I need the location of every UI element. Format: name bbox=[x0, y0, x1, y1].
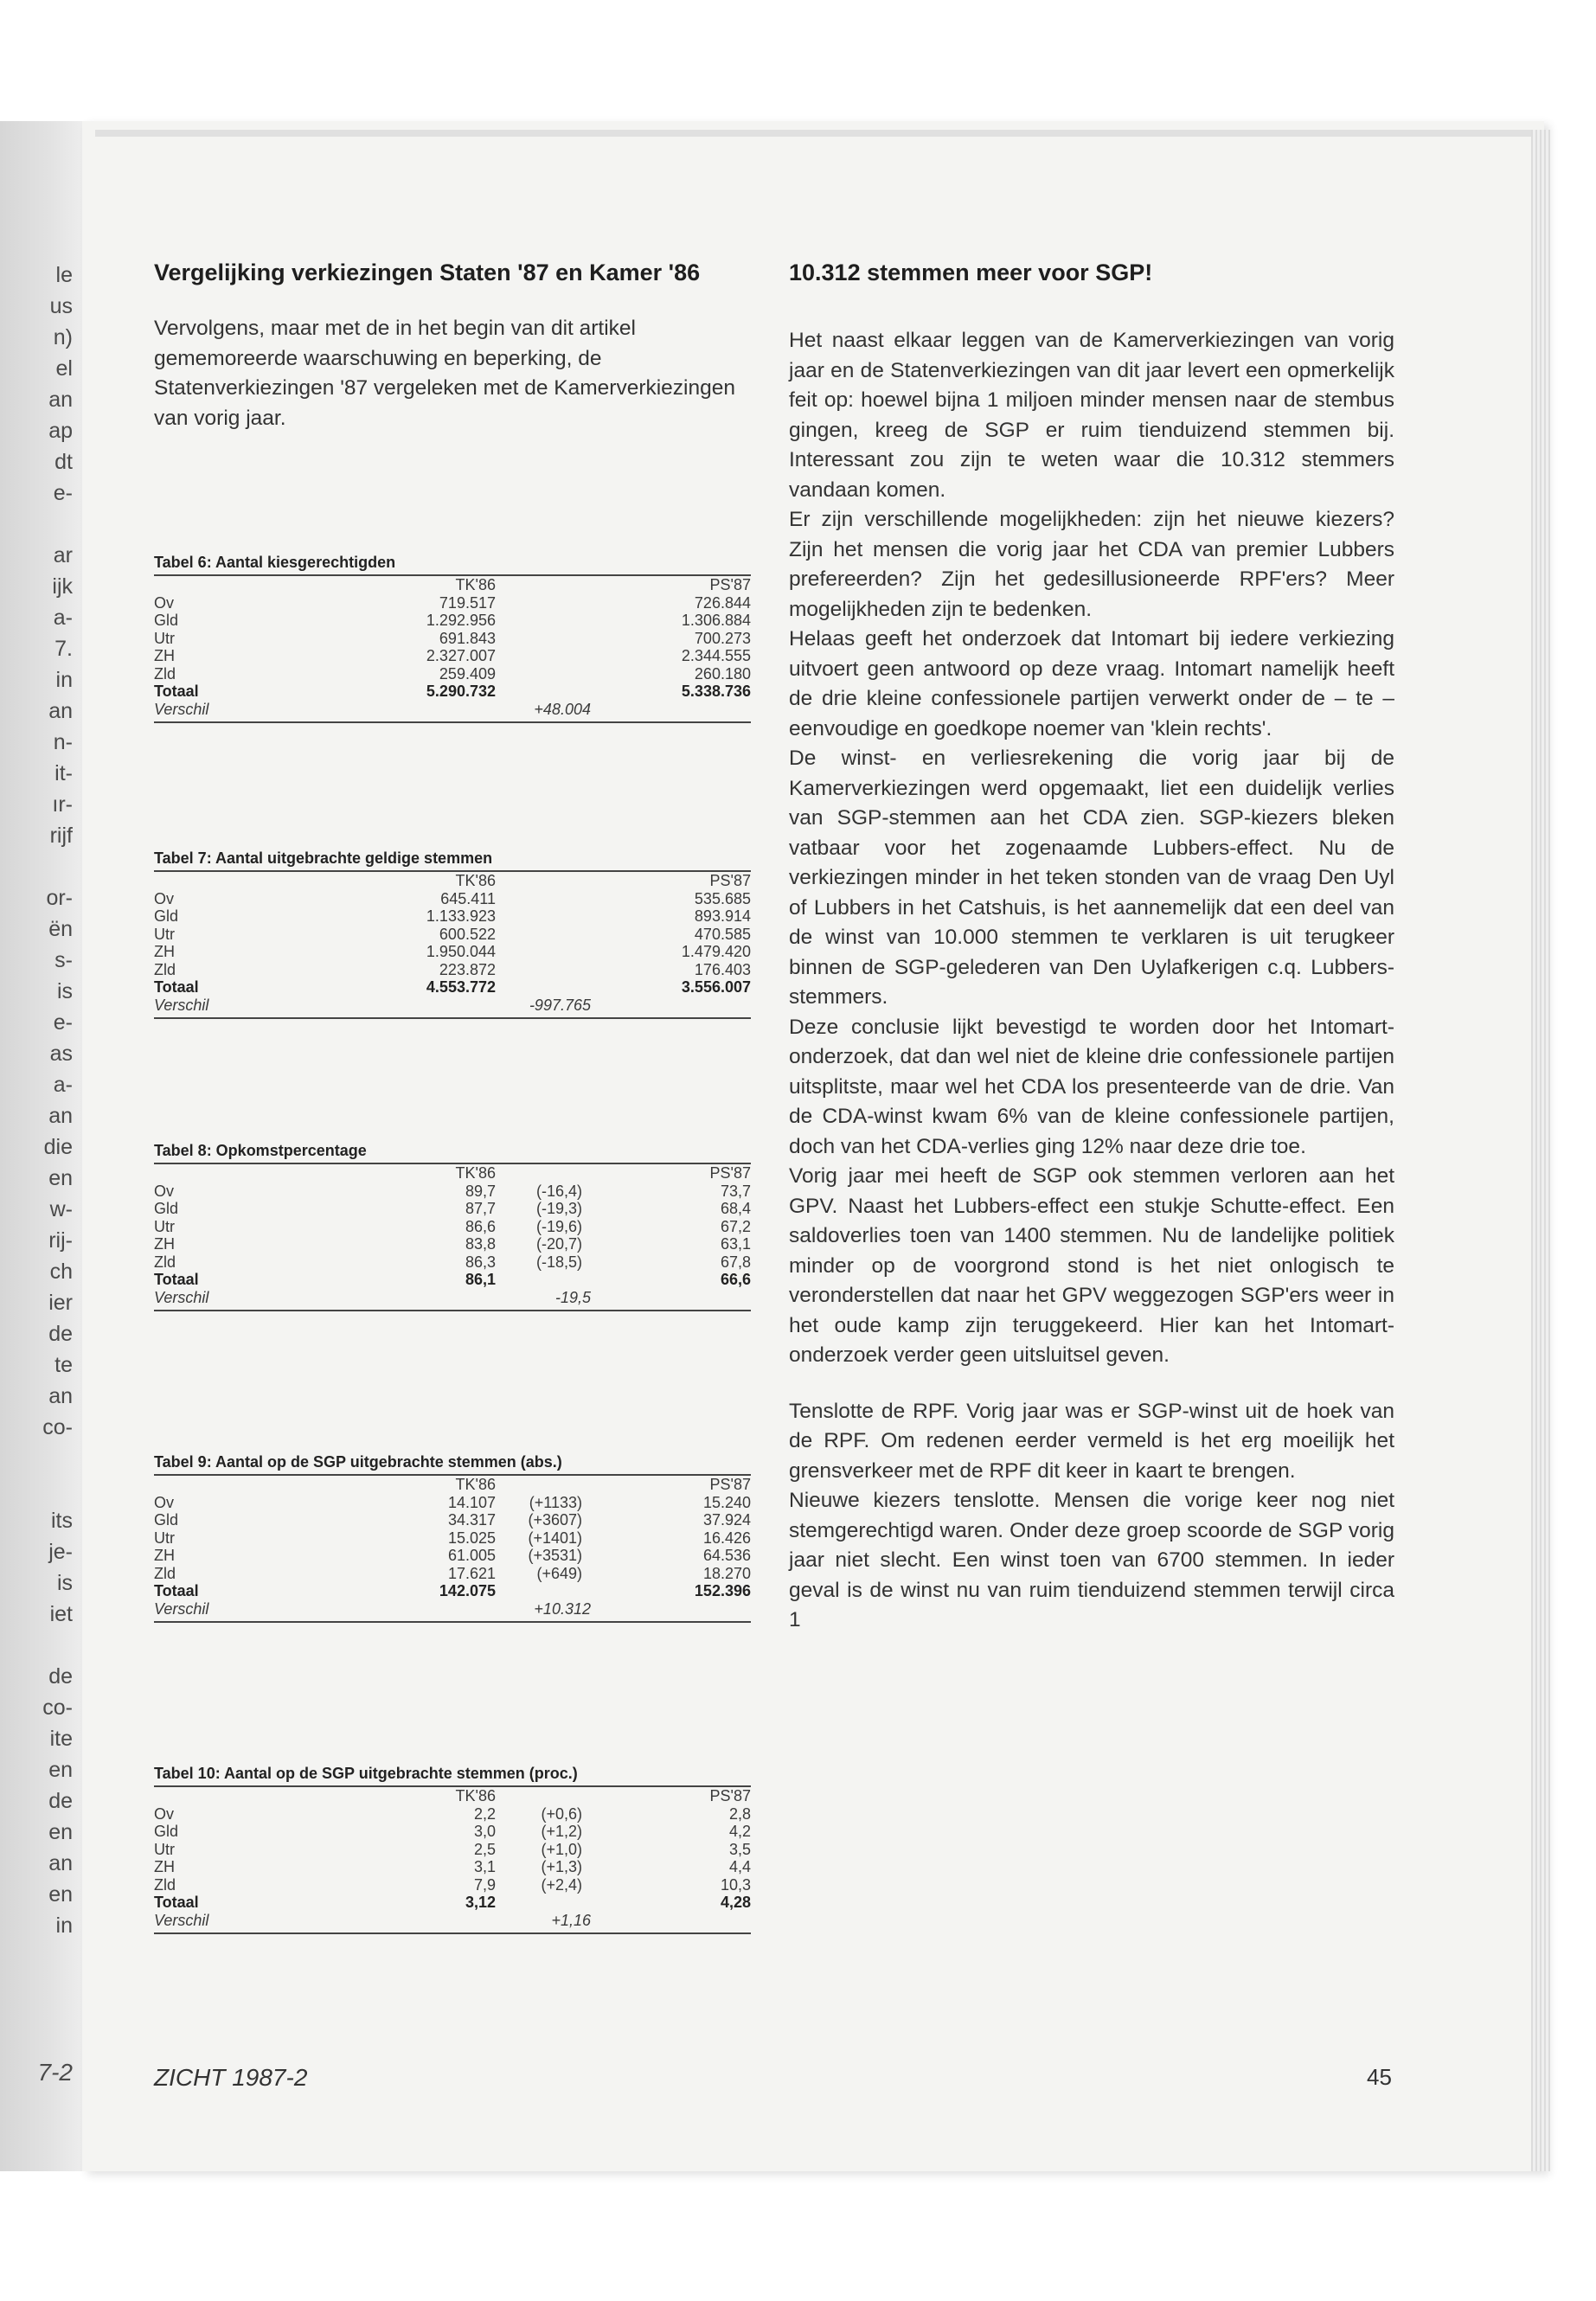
header-ps: PS'87 bbox=[709, 872, 751, 889]
row-ps: 2,8 bbox=[728, 1804, 751, 1823]
total-tk: 3,12 bbox=[465, 1894, 496, 1911]
row-label: Utr bbox=[154, 629, 175, 647]
row-ps: 63,1 bbox=[720, 1235, 751, 1253]
row-ps: 176.403 bbox=[694, 960, 751, 978]
page-edges bbox=[1531, 130, 1550, 2171]
header-ps: PS'87 bbox=[709, 1476, 751, 1493]
previous-page-fragment: ch bbox=[49, 1259, 73, 1284]
previous-page-fragment: a- bbox=[53, 1073, 73, 1097]
table-row bbox=[154, 1565, 751, 1583]
total-label: Totaal bbox=[154, 683, 199, 700]
total-tk: 4.553.772 bbox=[426, 978, 496, 996]
previous-page-fragment: 7. bbox=[54, 637, 73, 661]
row-label: ZH bbox=[154, 1235, 175, 1253]
total-label: Totaal bbox=[154, 1894, 199, 1911]
total-tk: 5.290.732 bbox=[426, 683, 496, 700]
total-label: Totaal bbox=[154, 978, 199, 996]
previous-page-fragment: e- bbox=[53, 481, 73, 505]
left-heading: Vergelijking verkiezingen Staten '87 en Kamer '86 bbox=[154, 260, 701, 285]
table-total-row bbox=[154, 978, 751, 997]
table-row bbox=[154, 1235, 751, 1253]
row-label: Gld bbox=[154, 1200, 179, 1217]
previous-page-fragment: in bbox=[55, 668, 73, 692]
row-diff: (-18,5) bbox=[535, 1253, 582, 1271]
row-diff: (-16,4) bbox=[535, 1182, 582, 1200]
row-tk: 87,7 bbox=[465, 1200, 496, 1217]
row-diff: (+1,3) bbox=[541, 1858, 582, 1875]
previous-page-fragment bbox=[0, 509, 78, 540]
row-diff: (+3607) bbox=[528, 1511, 582, 1529]
table-row bbox=[154, 1218, 751, 1236]
verschil-value: -19,5 bbox=[554, 1288, 591, 1306]
table-row bbox=[154, 630, 751, 648]
previous-page-fragment bbox=[0, 1630, 78, 1661]
row-diff: (+1,2) bbox=[541, 1823, 582, 1840]
table-total-row bbox=[154, 1894, 751, 1912]
table-verschil-row bbox=[154, 1912, 751, 1934]
row-label: Utr bbox=[154, 925, 175, 943]
previous-page-fragment: its bbox=[51, 1509, 73, 1533]
previous-page-fragment: de bbox=[48, 1789, 73, 1813]
previous-page-fragments bbox=[0, 260, 78, 2086]
journal-footer: ZICHT 1987-2 bbox=[154, 2064, 308, 2091]
row-ps: 68,4 bbox=[720, 1200, 751, 1217]
previous-page-fragment: e- bbox=[53, 1010, 73, 1035]
body-paragraph: Er zijn verschillende mogelijkheden: zijn het nieuwe kiezers? Zijn het mensen die vorig jaar het CDA van premier Lubbers prefereerden? Zijn het gedesillusioneerde RPF'ers? Meer mogelijkheden zijn te bedenken. bbox=[789, 508, 1394, 621]
row-label: Ov bbox=[154, 1804, 175, 1823]
table-row bbox=[154, 612, 751, 630]
verschil-value: +1,16 bbox=[551, 1911, 591, 1929]
body-paragraph: Deze conclusie lijkt bevestigd te worden door het Intomart-onderzoek, dat dan wel niet de kleine drie confessionele partijen uitsplitste, maar wel het CDA los presenteerde van de drie. Van de CDA-winst kwam 6% van de kleine confessionele partijen, doch van het CDA-verlies ging 12% naar deze drie toe. bbox=[789, 1015, 1394, 1158]
row-label: Zld bbox=[154, 664, 176, 683]
table-header-row bbox=[154, 1164, 751, 1183]
row-label: Zld bbox=[154, 1564, 176, 1582]
row-ps: 15.240 bbox=[702, 1493, 751, 1511]
previous-page-fragment: us bbox=[49, 294, 73, 318]
previous-page-fragment: a- bbox=[53, 606, 73, 630]
row-label: Zld bbox=[154, 960, 176, 978]
previous-page-fragment: or- bbox=[46, 886, 73, 910]
row-ps: 37.924 bbox=[702, 1511, 751, 1529]
row-ps: 4,4 bbox=[728, 1858, 751, 1875]
header-tk: TK'86 bbox=[455, 1787, 496, 1804]
table-row bbox=[154, 1511, 751, 1529]
table-row bbox=[154, 1200, 751, 1218]
row-ps: 67,8 bbox=[720, 1253, 751, 1271]
row-label: Utr bbox=[154, 1217, 175, 1235]
row-tk: 1.133.923 bbox=[426, 907, 496, 925]
table-row bbox=[154, 1529, 751, 1548]
previous-page-fragment: ap bbox=[48, 419, 73, 443]
row-ps: 1.306.884 bbox=[681, 612, 751, 629]
row-label: Zld bbox=[154, 1875, 176, 1894]
previous-page-fragment bbox=[0, 851, 78, 882]
header-tk: TK'86 bbox=[455, 1476, 496, 1493]
previous-page-fragment: ijk bbox=[52, 574, 73, 599]
row-tk: 719.517 bbox=[439, 593, 496, 612]
previous-page-fragment: an bbox=[48, 388, 73, 412]
row-tk: 61.005 bbox=[447, 1547, 496, 1564]
total-label: Totaal bbox=[154, 1271, 199, 1288]
row-ps: 893.914 bbox=[694, 907, 751, 925]
table-row bbox=[154, 1805, 751, 1823]
header-tk: TK'86 bbox=[455, 576, 496, 593]
header-ps: PS'87 bbox=[709, 1787, 751, 1804]
table-row bbox=[154, 647, 751, 665]
body-paragraph: Vorig jaar mei heeft de SGP ook stemmen verloren aan het GPV. Naast het Lubbers-effect een stukje Schutte-effect. Een saldoverlies toen van 1400 stemmen. Nu de landelijke politiek minder op de voorgrond stond is het niet onlogisch te veronderstellen dat naar het GPV weggezogen SGP'ers weer in het oude kamp zijn teruggekeerd. Hier kan het Intomart-onderzoek verder geen uitsluitsel geven. bbox=[789, 1164, 1394, 1367]
previous-page-fragment: le bbox=[55, 263, 73, 287]
row-tk: 86,6 bbox=[465, 1217, 496, 1235]
table-caption: Tabel 10: Aantal op de SGP uitgebrachte stemmen (proc.) bbox=[154, 1765, 751, 1787]
previous-page-fragment: an bbox=[48, 1851, 73, 1875]
table-row bbox=[154, 1823, 751, 1841]
previous-page-fragment: co- bbox=[42, 1695, 73, 1720]
row-tk: 223.872 bbox=[439, 960, 496, 978]
table-row bbox=[154, 1253, 751, 1272]
row-tk: 89,7 bbox=[465, 1182, 496, 1200]
header-tk: TK'86 bbox=[455, 1164, 496, 1182]
table-row bbox=[154, 1858, 751, 1876]
row-label: ZH bbox=[154, 943, 175, 960]
row-ps: 16.426 bbox=[702, 1529, 751, 1547]
row-label: Utr bbox=[154, 1529, 175, 1547]
table-row bbox=[154, 961, 751, 979]
body-paragraph: Het naast elkaar leggen van de Kamerverkiezingen van vorig jaar en de Statenverkiezingen van dit jaar levert een opmerkelijk feit op: hoewel bijna 1 miljoen minder mensen naar de stembus gingen, kreeg de SGP er ruim tienduizend stemmen bij. Interessant zou zijn te weten waar die 10.312 stemmers vandaan komen. bbox=[789, 329, 1394, 502]
row-tk: 2,2 bbox=[473, 1804, 496, 1823]
table-row bbox=[154, 907, 751, 926]
previous-page-fragment: is bbox=[56, 979, 73, 1003]
body-paragraph: Tenslotte de RPF. Vorig jaar was er SGP-winst uit de hoek van de RPF. Om redenen eerder vermeld is het erg moeilijk het grensverkeer met de RPF dit keer in kaart te brengen. bbox=[789, 1399, 1394, 1483]
previous-page-fragment: en bbox=[48, 1820, 73, 1844]
previous-page-fragment: el bbox=[55, 356, 73, 381]
row-label: Gld bbox=[154, 612, 179, 629]
header-ps: PS'87 bbox=[709, 1164, 751, 1182]
previous-page-fragment: en bbox=[48, 1882, 73, 1907]
table-row bbox=[154, 1841, 751, 1859]
row-ps: 64.536 bbox=[702, 1547, 751, 1564]
row-tk: 2,5 bbox=[473, 1840, 496, 1858]
table-9 bbox=[154, 1453, 751, 1623]
verschil-value: +48.004 bbox=[534, 700, 591, 718]
row-diff: (+1401) bbox=[528, 1529, 582, 1547]
row-ps: 18.270 bbox=[702, 1564, 751, 1582]
table-total-row bbox=[154, 683, 751, 701]
row-label: Ov bbox=[154, 1182, 175, 1200]
previous-page-fragment: is bbox=[56, 1571, 73, 1595]
total-ps: 3.556.007 bbox=[681, 978, 751, 996]
table-total-row bbox=[154, 1582, 751, 1600]
previous-page-fragment: co- bbox=[42, 1415, 73, 1439]
table-row bbox=[154, 594, 751, 612]
row-tk: 259.409 bbox=[439, 664, 496, 683]
verschil-label: Verschil bbox=[154, 1911, 209, 1929]
row-tk: 1.292.956 bbox=[426, 612, 496, 629]
page-number: 45 bbox=[1367, 2064, 1392, 2090]
row-label: Gld bbox=[154, 907, 179, 925]
previous-page-fragment: an bbox=[48, 699, 73, 723]
left-intro: Vervolgens, maar met de in het begin van dit artikel gememoreerde waarschuwing en beperking, de Statenverkiezingen '87 vergeleken met de Kamerverkiezingen van vorig jaar. bbox=[154, 317, 736, 430]
row-label: Gld bbox=[154, 1823, 179, 1840]
table-total-row bbox=[154, 1271, 751, 1289]
row-label: Gld bbox=[154, 1511, 179, 1529]
table-header-row bbox=[154, 872, 751, 890]
row-tk: 3,0 bbox=[473, 1823, 496, 1840]
row-ps: 700.273 bbox=[694, 629, 751, 647]
table-6 bbox=[154, 554, 751, 723]
page-top-edge bbox=[95, 130, 1548, 137]
previous-page-fragment: ën bbox=[48, 917, 73, 941]
previous-page-fragment: an bbox=[48, 1104, 73, 1128]
previous-page-fragment: rij- bbox=[48, 1228, 73, 1253]
previous-page-fragment: rijf bbox=[49, 824, 73, 848]
previous-page-fragment: in bbox=[55, 1913, 73, 1938]
previous-page-fragment: ar bbox=[53, 543, 73, 567]
row-ps: 3,5 bbox=[728, 1840, 751, 1858]
previous-page-fragment: je- bbox=[48, 1540, 73, 1564]
row-tk: 83,8 bbox=[465, 1235, 496, 1253]
table-caption: Tabel 6: Aantal kiesgerechtigden bbox=[154, 554, 751, 576]
row-diff: (+1133) bbox=[529, 1493, 582, 1511]
row-diff: (-20,7) bbox=[535, 1235, 582, 1253]
verschil-label: Verschil bbox=[154, 996, 209, 1014]
right-body bbox=[789, 326, 1394, 1636]
row-label: Ov bbox=[154, 889, 175, 907]
table-row bbox=[154, 943, 751, 961]
previous-page-fragment: n) bbox=[53, 325, 73, 349]
previous-page-fragment: dt bbox=[54, 450, 73, 474]
table-verschil-row bbox=[154, 1600, 751, 1623]
verschil-label: Verschil bbox=[154, 1599, 209, 1618]
previous-page-fragment: te bbox=[54, 1353, 73, 1377]
row-tk: 3,1 bbox=[473, 1858, 496, 1875]
table-8 bbox=[154, 1142, 751, 1311]
table-verschil-row bbox=[154, 701, 751, 723]
table-header-row bbox=[154, 1787, 751, 1805]
row-diff: (+1,0) bbox=[541, 1840, 582, 1858]
row-label: ZH bbox=[154, 647, 175, 664]
table-7 bbox=[154, 849, 751, 1019]
table-row bbox=[154, 926, 751, 944]
total-tk: 142.075 bbox=[439, 1582, 496, 1599]
row-ps: 260.180 bbox=[694, 664, 751, 683]
row-ps: 73,7 bbox=[720, 1182, 751, 1200]
row-tk: 645.411 bbox=[440, 889, 496, 907]
row-tk: 34.317 bbox=[447, 1511, 496, 1529]
right-column bbox=[789, 258, 1394, 1636]
verschil-value: +10.312 bbox=[534, 1599, 591, 1618]
body-paragraph: De winst- en verliesrekening die vorig jaar bij de Kamerverkiezingen werd opgemaakt, liet een duidelijk verlies van SGP-stemmen aan het CDA zien. SGP-kiezers bleken vatbaar voor het zogenaamde Lubbers-effect. Nu de verkiezingen minder in het teken stonden van de vraag Den Uyl of Lubbers in het Catshuis, is het aannemelijk dat een deel van de winst van 10.000 stemmen te verklaren is uit terugkeer binnen de SGP-gelederen van Den Uylafkerigen c.q. Lubbers-stemmers. bbox=[789, 747, 1394, 1009]
row-tk: 17.621 bbox=[447, 1564, 496, 1582]
total-ps: 152.396 bbox=[694, 1582, 751, 1599]
row-tk: 7,9 bbox=[473, 1875, 496, 1894]
row-label: Utr bbox=[154, 1840, 175, 1858]
previous-page-fragment: en bbox=[48, 1166, 73, 1190]
body-paragraph: Helaas geeft het onderzoek dat Intomart bij iedere verkiezing uitvoert geen antwoord op deze vraag. Intomart namelijk heeft de drie kleine confessionele partijen verwerkt onder de – te – eenvoudige en goedkope noemer van 'klein rechts'. bbox=[789, 627, 1394, 740]
row-diff: (+0,6) bbox=[541, 1804, 582, 1823]
row-ps: 10,3 bbox=[720, 1875, 751, 1894]
body-paragraph: Nieuwe kiezers tenslotte. Mensen die vorige keer nog niet stemgerechtigd waren. Onder deze groep scoorde de SGP vorig jaar niet slecht. Een winst toen van 6700 stemmen. In ieder geval is de winst nu van ruim tienduizend stemmen terwijl circa 1 bbox=[789, 1489, 1394, 1631]
row-label: Ov bbox=[154, 1493, 175, 1511]
row-tk: 691.843 bbox=[439, 629, 496, 647]
row-diff: (-19,3) bbox=[535, 1200, 582, 1217]
table-verschil-row bbox=[154, 1289, 751, 1311]
row-ps: 470.585 bbox=[694, 925, 751, 943]
row-tk: 86,3 bbox=[465, 1253, 496, 1271]
previous-page-fragment: ier bbox=[48, 1291, 73, 1315]
table-header-row bbox=[154, 576, 751, 594]
row-tk: 1.950.044 bbox=[426, 943, 496, 960]
row-label: ZH bbox=[154, 1858, 175, 1875]
row-tk: 2.327.007 bbox=[426, 647, 496, 664]
table-row bbox=[154, 1876, 751, 1894]
verschil-label: Verschil bbox=[154, 1288, 209, 1306]
total-ps: 66,6 bbox=[720, 1271, 751, 1288]
row-diff: (+2,4) bbox=[541, 1875, 582, 1894]
row-ps: 535.685 bbox=[694, 889, 751, 907]
row-ps: 1.479.420 bbox=[681, 943, 751, 960]
previous-page-fragment: de bbox=[48, 1664, 73, 1689]
total-ps: 4,28 bbox=[720, 1894, 751, 1911]
table-caption: Tabel 8: Opkomstpercentage bbox=[154, 1142, 751, 1164]
previous-page-fragment: s- bbox=[54, 948, 73, 972]
row-label: ZH bbox=[154, 1547, 175, 1564]
left-column bbox=[154, 258, 751, 433]
verschil-value: -997.765 bbox=[529, 996, 591, 1014]
row-ps: 4,2 bbox=[728, 1823, 751, 1840]
table-row bbox=[154, 1547, 751, 1565]
previous-page-fragment: en bbox=[48, 1758, 73, 1782]
total-ps: 5.338.736 bbox=[681, 683, 751, 700]
previous-page-fragment: ite bbox=[49, 1727, 73, 1751]
row-diff: (+649) bbox=[536, 1564, 582, 1582]
row-ps: 726.844 bbox=[694, 593, 751, 612]
row-tk: 600.522 bbox=[439, 925, 496, 943]
table-header-row bbox=[154, 1476, 751, 1494]
previous-page-fragment: as bbox=[49, 1042, 73, 1066]
previous-page-fragment: iet bbox=[49, 1602, 73, 1626]
table-caption: Tabel 7: Aantal uitgebrachte geldige stemmen bbox=[154, 849, 751, 872]
previous-page-fragment: n- bbox=[53, 730, 73, 754]
previous-page-fragment: an bbox=[48, 1384, 73, 1408]
previous-page-fragment: die bbox=[43, 1135, 73, 1159]
table-row bbox=[154, 1494, 751, 1512]
total-tk: 86,1 bbox=[465, 1271, 496, 1288]
total-label: Totaal bbox=[154, 1582, 199, 1599]
table-row bbox=[154, 890, 751, 908]
previous-page-footer: 7-2 bbox=[37, 2059, 73, 2086]
row-diff: (+3531) bbox=[528, 1547, 582, 1564]
row-tk: 14.107 bbox=[447, 1493, 496, 1511]
previous-page-fragment: it- bbox=[54, 761, 73, 785]
header-ps: PS'87 bbox=[709, 576, 751, 593]
row-ps: 2.344.555 bbox=[681, 647, 751, 664]
previous-page-fragment: ır- bbox=[52, 792, 73, 817]
previous-page-fragment bbox=[0, 1474, 78, 1505]
table-row bbox=[154, 1183, 751, 1201]
verschil-label: Verschil bbox=[154, 700, 209, 718]
row-label: Zld bbox=[154, 1253, 176, 1271]
row-tk: 15.025 bbox=[447, 1529, 496, 1547]
header-tk: TK'86 bbox=[455, 872, 496, 889]
row-diff: (-19,6) bbox=[535, 1217, 582, 1235]
row-label: Ov bbox=[154, 593, 175, 612]
row-ps: 67,2 bbox=[720, 1217, 751, 1235]
right-heading: 10.312 stemmen meer voor SGP! bbox=[789, 260, 1153, 285]
table-10 bbox=[154, 1765, 751, 1934]
table-verschil-row bbox=[154, 997, 751, 1019]
previous-page-fragment bbox=[0, 1443, 78, 1474]
previous-page-fragment: de bbox=[48, 1322, 73, 1346]
previous-page-fragment: w- bbox=[49, 1197, 73, 1221]
table-caption: Tabel 9: Aantal op de SGP uitgebrachte stemmen (abs.) bbox=[154, 1453, 751, 1476]
table-row bbox=[154, 665, 751, 683]
